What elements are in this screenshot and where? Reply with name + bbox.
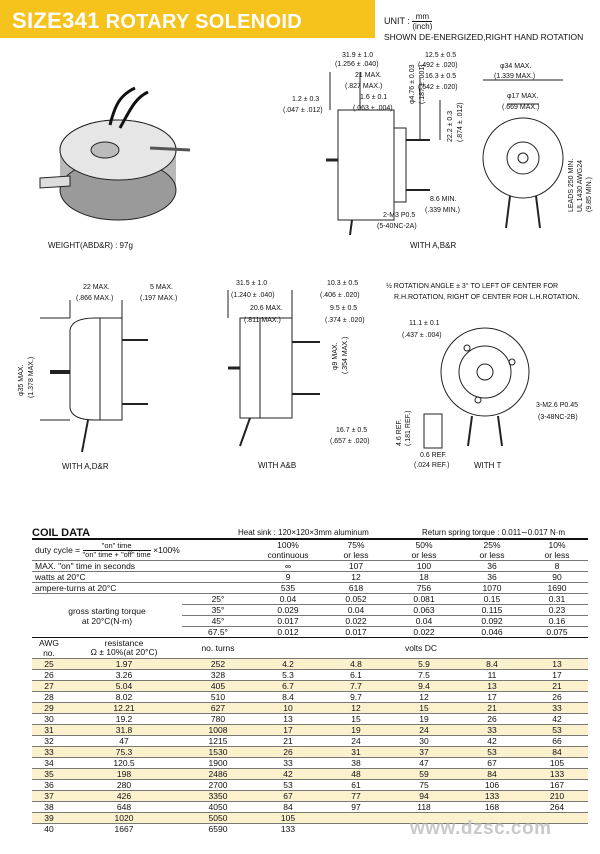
- drawing-a-and-b: [228, 290, 320, 446]
- torque-value: 0.046: [458, 627, 526, 638]
- volts-value: 105: [526, 758, 588, 769]
- coil-row: [32, 780, 588, 791]
- resistance-header: [66, 638, 182, 659]
- duty-numerator: "on" time: [83, 542, 151, 551]
- coil-row: [32, 703, 588, 714]
- volts-value: 13: [458, 681, 526, 692]
- drawing-abr-front: [483, 80, 563, 228]
- resistance-value: 120.5: [66, 758, 182, 769]
- dim-label: (.024 REF.): [414, 462, 450, 469]
- torque-value: 0.15: [458, 594, 526, 605]
- volts-value: 6.7: [254, 681, 322, 692]
- dim-label: 16.7 ± 0.5: [336, 427, 368, 434]
- turns-value: 2700: [182, 780, 254, 791]
- volts-value: 19: [390, 714, 458, 725]
- turns-value: 1530: [182, 747, 254, 758]
- duty-col: [458, 539, 526, 561]
- resistance-value: 8.02: [66, 692, 182, 703]
- awg-value: 30: [32, 714, 66, 725]
- spec-value: 9: [254, 572, 322, 583]
- spec-value: 107: [322, 561, 390, 572]
- dim-label: (1.240 ± .040): [231, 292, 275, 299]
- volts-value: 12: [390, 692, 458, 703]
- torque-value: 0.052: [322, 594, 390, 605]
- dim-label: (1.256 ± .040): [335, 61, 379, 68]
- spec-value: 1070: [458, 583, 526, 594]
- volts-value: 26: [254, 747, 322, 758]
- spring-torque-note: Return spring torque : 0.011∼0.017 N·m: [422, 528, 566, 537]
- torque-row: [32, 594, 588, 605]
- volts-value: 67: [254, 791, 322, 802]
- resistance-value: 280: [66, 780, 182, 791]
- volts-value: 19: [322, 725, 390, 736]
- coil-row: [32, 736, 588, 747]
- dim-label: φ35 MAX.: [18, 364, 25, 396]
- turns-value: 1900: [182, 758, 254, 769]
- volts-value: 5.3: [254, 670, 322, 681]
- coil-row: [32, 802, 588, 813]
- torque-value: 0.012: [254, 627, 322, 638]
- awg-value: 29: [32, 703, 66, 714]
- spec-label: watts at 20°C: [32, 572, 254, 583]
- turns-value: 1008: [182, 725, 254, 736]
- volts-value: 84: [458, 769, 526, 780]
- volts-value: 47: [390, 758, 458, 769]
- turns-value: 780: [182, 714, 254, 725]
- volts-value: 84: [526, 747, 588, 758]
- caption-adr: WITH A,D&R: [62, 462, 109, 471]
- coil-data-title: COIL DATA: [32, 527, 91, 539]
- volts-value: 118: [390, 802, 458, 813]
- volts-value: 8.4: [254, 692, 322, 703]
- duty-top: 25%: [483, 540, 501, 550]
- spec-value: 756: [390, 583, 458, 594]
- dim-label: (.874 ± .012): [457, 102, 464, 142]
- volts-value: 84: [254, 802, 322, 813]
- awg-value: 35: [32, 769, 66, 780]
- resistance-value: 12.21: [66, 703, 182, 714]
- rotation-note-2: R.H.ROTATION, RIGHT OF CENTER FOR L.H.ROTATION.: [394, 294, 580, 301]
- dim-label: 12.5 ± 0.5: [425, 52, 457, 59]
- torque-value: 0.04: [390, 616, 458, 627]
- duty-top: 10%: [548, 540, 566, 550]
- dim-label: 8.6 MIN.: [430, 196, 457, 203]
- resistance-value: 5.04: [66, 681, 182, 692]
- resistance-value: 1.97: [66, 659, 182, 670]
- volts-value: 26: [526, 692, 588, 703]
- resistance-value: 198: [66, 769, 182, 780]
- caption-abr: WITH A,B&R: [410, 241, 457, 250]
- volts-value: 9.4: [390, 681, 458, 692]
- dim-label: 16.3 ± 0.5: [425, 73, 457, 80]
- heat-sink-note: Heat sink : 120×120×3mm aluminum: [238, 528, 369, 537]
- volts-value: [322, 813, 390, 824]
- dim-label: 22.2 ± 0.3: [447, 110, 454, 142]
- resistance-value: 426: [66, 791, 182, 802]
- awg-value: 37: [32, 791, 66, 802]
- awg-value: 28: [32, 692, 66, 703]
- spec-row: [32, 572, 588, 583]
- volts-value: 53: [458, 747, 526, 758]
- awg-value: 31: [32, 725, 66, 736]
- torque-value: 0.16: [526, 616, 588, 627]
- volts-value: 11: [458, 670, 526, 681]
- volts-value: 24: [322, 736, 390, 747]
- dim-label: 5 MAX.: [150, 284, 173, 291]
- spec-value: 100: [390, 561, 458, 572]
- dim-label: φ4.76 ± 0.03: [409, 64, 416, 104]
- resistance-header-line: resistance: [104, 638, 144, 648]
- torque-value: 0.029: [254, 605, 322, 616]
- torque-value: 0.04: [254, 594, 322, 605]
- unit-label: UNIT :: [384, 15, 410, 26]
- dim-label: (1.339 MAX.): [494, 73, 536, 80]
- torque-value: 0.081: [390, 594, 458, 605]
- volts-value: 37: [390, 747, 458, 758]
- volts-value: 21: [526, 681, 588, 692]
- dim-label: (.657 ± .020): [330, 438, 370, 445]
- turns-value: 3350: [182, 791, 254, 802]
- spec-value: 535: [254, 583, 322, 594]
- volts-value: 33: [254, 758, 322, 769]
- spec-row: [32, 561, 588, 572]
- volts-value: 42: [254, 769, 322, 780]
- dim-label: φ17 MAX.: [507, 93, 539, 100]
- torque-value: 0.022: [322, 616, 390, 627]
- caption-a-and-b: WITH A&B: [258, 461, 297, 470]
- awg-value: 26: [32, 670, 66, 681]
- volts-value: 38: [322, 758, 390, 769]
- duty-bottom: or less: [479, 550, 505, 560]
- torque-angle: 45°: [182, 616, 254, 627]
- turns-value: 4050: [182, 802, 254, 813]
- weight-label: WEIGHT(ABD&R) : 97g: [48, 241, 133, 250]
- dim-label: 11.1 ± 0.1: [409, 320, 440, 327]
- turns-header: no. turns: [182, 638, 254, 659]
- volts-value: 8.4: [458, 659, 526, 670]
- spec-value: ∞: [254, 561, 322, 572]
- volts-value: 105: [254, 813, 322, 824]
- duty-cycle-row: [32, 539, 588, 561]
- dim-label: 21 MAX.: [355, 72, 382, 79]
- dim-label: (.669 MAX.): [502, 104, 540, 111]
- dim-label: 4.6 REF.: [396, 419, 403, 446]
- volts-value: 94: [390, 791, 458, 802]
- resistance-value: 19.2: [66, 714, 182, 725]
- spec-value: 36: [458, 561, 526, 572]
- dim-label: 31.5 ± 1.0: [236, 280, 268, 287]
- solenoid-photo: [40, 88, 190, 220]
- torque-value: 0.075: [526, 627, 588, 638]
- turns-value: 510: [182, 692, 254, 703]
- volts-value: 264: [526, 802, 588, 813]
- volts-value: 13: [526, 659, 588, 670]
- coil-rows: [32, 659, 588, 835]
- dim-label: 1.6 ± 0.1: [360, 94, 388, 101]
- dim-label: (.642 ± .020): [418, 84, 458, 91]
- dim-label: (.047 ± .012): [283, 107, 323, 114]
- duty-top: 75%: [347, 540, 365, 550]
- dim-label: 10.3 ± 0.5: [327, 280, 359, 287]
- duty-top: 100%: [277, 540, 299, 550]
- turns-value: 252: [182, 659, 254, 670]
- dim-label: (.354 MAX.): [342, 336, 349, 374]
- volts-value: 4.8: [322, 659, 390, 670]
- torque-value: 0.017: [254, 616, 322, 627]
- spec-value: 90: [526, 572, 588, 583]
- resistance-value: 648: [66, 802, 182, 813]
- volts-value: 133: [254, 824, 322, 835]
- volts-value: 17: [526, 670, 588, 681]
- awg-value: 36: [32, 780, 66, 791]
- awg-value: 38: [32, 802, 66, 813]
- volts-value: 106: [458, 780, 526, 791]
- volts-value: 30: [390, 736, 458, 747]
- spec-label: MAX. "on" time in seconds: [32, 561, 254, 572]
- torque-angle: 67.5°: [182, 627, 254, 638]
- awg-value: 40: [32, 824, 66, 835]
- duty-col: [254, 539, 322, 561]
- volts-value: 9.7: [322, 692, 390, 703]
- volts-value: 133: [458, 791, 526, 802]
- dim-label: LEADS 250 MIN.: [568, 158, 575, 212]
- duty-top: 50%: [415, 540, 433, 550]
- volts-value: 66: [526, 736, 588, 747]
- dim-label: (.339 MIN.): [425, 207, 461, 214]
- dim-label: 0.6 REF.: [420, 452, 447, 459]
- volts-value: 61: [322, 780, 390, 791]
- turns-value: 405: [182, 681, 254, 692]
- volts-value: 6.1: [322, 670, 390, 681]
- dim-label: (5-40NC-2A): [377, 223, 417, 230]
- duty-col: [322, 539, 390, 561]
- resistance-value: 31.8: [66, 725, 182, 736]
- torque-label: [32, 594, 182, 638]
- coil-row: [32, 714, 588, 725]
- torque-value: 0.092: [458, 616, 526, 627]
- dim-label: 3-M2.6 P0.45: [536, 402, 579, 409]
- dim-label: 20.6 MAX.: [250, 305, 283, 312]
- volts-value: 48: [322, 769, 390, 780]
- turns-value: 6590: [182, 824, 254, 835]
- dim-label: φ34 MAX.: [500, 63, 532, 70]
- volts-value: 42: [458, 736, 526, 747]
- torque-value: 0.23: [526, 605, 588, 616]
- duty-col: [390, 539, 458, 561]
- volts-value: 24: [390, 725, 458, 736]
- watermark: www.dzsc.com: [410, 818, 552, 839]
- duty-bottom: or less: [544, 550, 570, 560]
- duty-col: [526, 539, 588, 561]
- spec-value: 36: [458, 572, 526, 583]
- volts-value: 7.7: [322, 681, 390, 692]
- torque-value: 0.017: [322, 627, 390, 638]
- volts-value: 75: [390, 780, 458, 791]
- volts-value: 17: [458, 692, 526, 703]
- dim-label: (.181 REF.): [405, 410, 412, 446]
- awg-header: AWG no.: [32, 638, 66, 659]
- caption-t: WITH T: [474, 461, 502, 470]
- torque-label-line: gross starting torque: [68, 605, 146, 616]
- size-label: SIZE341: [12, 8, 100, 33]
- dim-label: (.437 ± .004): [402, 332, 442, 339]
- volts-value: 53: [254, 780, 322, 791]
- unit-mm: mm: [412, 12, 432, 22]
- torque-angle: 35°: [182, 605, 254, 616]
- dim-label: 1.2 ± 0.3: [292, 96, 320, 103]
- volts-value: 5.9: [390, 659, 458, 670]
- resistance-value: 1020: [66, 813, 182, 824]
- duty-fraction: [83, 542, 151, 559]
- volts-value: 97: [322, 802, 390, 813]
- volts-header: volts DC: [254, 638, 588, 659]
- awg-value: 32: [32, 736, 66, 747]
- resistance-header-line: Ω ± 10%(at 20°C): [90, 647, 158, 657]
- volts-value: 7.5: [390, 670, 458, 681]
- volts-value: 59: [390, 769, 458, 780]
- resistance-value: 3.26: [66, 670, 182, 681]
- duty-bottom: or less: [411, 550, 437, 560]
- shown-note: SHOWN DE-ENERGIZED,RIGHT HAND ROTATION: [384, 32, 584, 42]
- dim-label: (.063 ± .004): [353, 105, 393, 112]
- dim-label: (.187 ± .001): [419, 64, 426, 104]
- volts-value: 15: [322, 714, 390, 725]
- dim-label: (3-48NC-2B): [538, 414, 578, 421]
- resistance-value: 75.3: [66, 747, 182, 758]
- volts-value: 33: [458, 725, 526, 736]
- awg-value: 39: [32, 813, 66, 824]
- coil-row: [32, 769, 588, 780]
- dim-label: (.866 MAX.): [76, 295, 114, 302]
- duty-suffix: ×100%: [153, 544, 180, 555]
- dim-label: (.406 ± .020): [320, 292, 360, 299]
- torque-angle: 25°: [182, 594, 254, 605]
- volts-value: 133: [526, 769, 588, 780]
- duty-prefix: duty cycle =: [35, 544, 81, 555]
- dim-label: 9.5 ± 0.5: [330, 305, 358, 312]
- turns-value: 1215: [182, 736, 254, 747]
- torque-value: 0.04: [322, 605, 390, 616]
- volts-value: 17: [254, 725, 322, 736]
- coil-row: [32, 692, 588, 703]
- coil-row: [32, 659, 588, 670]
- dim-label: UL 1430 AWG24: [577, 159, 584, 212]
- resistance-value: 47: [66, 736, 182, 747]
- dim-label: 22 MAX.: [83, 284, 110, 291]
- awg-value: 34: [32, 758, 66, 769]
- turns-value: 5050: [182, 813, 254, 824]
- torque-value: 0.115: [458, 605, 526, 616]
- volts-value: 167: [526, 780, 588, 791]
- drawing-t: [424, 328, 529, 448]
- coil-row: [32, 758, 588, 769]
- volts-value: 210: [526, 791, 588, 802]
- dim-label: 2-M3 P0.5: [383, 212, 416, 219]
- torque-value: 0.31: [526, 594, 588, 605]
- awg-value: 27: [32, 681, 66, 692]
- turns-value: 328: [182, 670, 254, 681]
- coil-row: [32, 670, 588, 681]
- resistance-value: 1667: [66, 824, 182, 835]
- awg-value: 33: [32, 747, 66, 758]
- volts-value: 77: [322, 791, 390, 802]
- duty-denominator: "on" time + "off" time: [82, 549, 151, 559]
- dim-label: (1.378 MAX.): [28, 356, 35, 398]
- awg-header-row: [32, 638, 588, 659]
- turns-value: 2486: [182, 769, 254, 780]
- rotation-note-1: ½ ROTATION ANGLE ± 3° TO LEFT OF CENTER FOR: [386, 283, 559, 290]
- dim-label: (.492 ± .020): [418, 62, 458, 69]
- torque-value: 0.063: [390, 605, 458, 616]
- drawing-adr: [40, 300, 148, 452]
- volts-value: 168: [458, 802, 526, 813]
- volts-value: 53: [526, 725, 588, 736]
- spec-value: 1690: [526, 583, 588, 594]
- dim-label: (.374 ± .020): [325, 317, 365, 324]
- volts-value: 10: [254, 703, 322, 714]
- volts-value: 15: [390, 703, 458, 714]
- volts-value: 4.2: [254, 659, 322, 670]
- spec-row: [32, 583, 588, 594]
- volts-value: 13: [254, 714, 322, 725]
- turns-value: 627: [182, 703, 254, 714]
- coil-data-table: [32, 538, 588, 834]
- volts-value: 31: [322, 747, 390, 758]
- unit-inch: (inch): [412, 22, 433, 31]
- spec-label: ampere-turns at 20°C: [32, 583, 254, 594]
- volts-value: [322, 824, 390, 835]
- dim-label: 31.9 ± 1.0: [342, 52, 374, 59]
- volts-value: 26: [458, 714, 526, 725]
- duty-bottom: continuous: [267, 550, 309, 560]
- volts-value: 21: [254, 736, 322, 747]
- volts-value: 67: [458, 758, 526, 769]
- volts-value: 33: [526, 703, 588, 714]
- dim-label: (.827 MAX.): [345, 83, 383, 90]
- coil-row: [32, 791, 588, 802]
- torque-value: 0.022: [390, 627, 458, 638]
- spec-value: 8: [526, 561, 588, 572]
- dim-label: (9.85 MIN.): [586, 176, 593, 212]
- spec-value: 12: [322, 572, 390, 583]
- duty-bottom: or less: [343, 550, 369, 560]
- torque-label-line: at 20°C(N·m): [81, 615, 133, 626]
- awg-value: 25: [32, 659, 66, 670]
- dim-label: φ9 MAX.: [332, 342, 339, 370]
- volts-value: 12: [322, 703, 390, 714]
- dim-label: (.811 MAX.): [244, 317, 281, 324]
- spec-value: 18: [390, 572, 458, 583]
- coil-row: [32, 747, 588, 758]
- dim-label: (.197 MAX.): [140, 295, 178, 302]
- coil-row: [32, 725, 588, 736]
- duty-cycle-label: [32, 539, 254, 561]
- coil-row: [32, 681, 588, 692]
- volts-value: 42: [526, 714, 588, 725]
- volts-value: 21: [458, 703, 526, 714]
- spec-value: 618: [322, 583, 390, 594]
- title-text: ROTARY SOLENOID: [105, 11, 302, 33]
